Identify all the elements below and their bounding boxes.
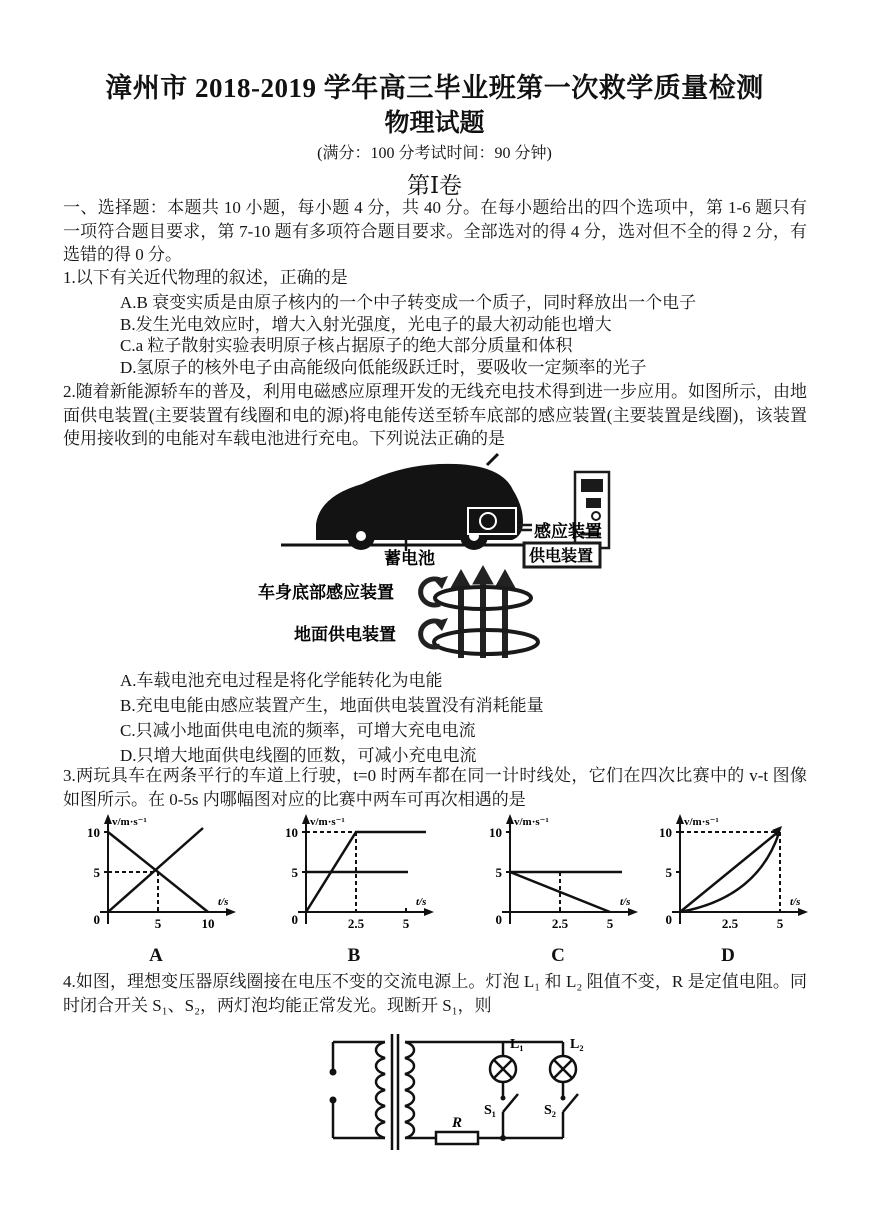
lamp1-label: L₁ xyxy=(510,1037,524,1052)
graph-b-letter: B xyxy=(347,945,361,966)
graph-d-letter: D xyxy=(721,945,735,966)
graph-d-ylabel: v/m·s⁻¹ xyxy=(684,816,719,828)
question-4-stem: 4.如图，理想变压器原线圈接在电压不变的交流电源上。灯泡 L₁ 和 L₂ 阻值不变，R 是定值电阻。同时闭合开关 S₁、S₂，两灯泡均能正常发光。现断开 S₁，则 xyxy=(63,972,807,1015)
graph-a-xtick-5: 5 xyxy=(154,916,162,931)
q1-option-a: A.B 衰变实质是由原子核内的一个中子转变成一个质子，同时释放出一个电子 xyxy=(120,293,697,312)
graph-c-letter: C xyxy=(551,945,565,966)
resistor-label: R xyxy=(452,1115,463,1131)
graph-c-ytick-5: 5 xyxy=(495,865,502,880)
graph-d-xtick-5: 5 xyxy=(776,916,784,931)
q2-option-c: C.只减小地面供电电流的频率，可增大充电电流 xyxy=(120,721,476,740)
graph-c xyxy=(472,812,644,967)
q2-option-b: B.充电电能由感应装置产生，地面供电装置没有消耗能量 xyxy=(120,696,544,715)
graph-a-xlabel: t/s xyxy=(218,896,229,908)
graph-a-letter: A xyxy=(149,945,163,966)
source-terminal-top xyxy=(330,1069,337,1076)
flux-arrows-icon xyxy=(451,566,515,658)
exam-meta: (满分：100 分考试时间：90 分钟) xyxy=(317,145,552,162)
switch2-label: S₂ xyxy=(544,1103,556,1118)
lamp2-label: L₂ xyxy=(570,1037,584,1052)
s1-contact-dot xyxy=(501,1096,506,1101)
front-wheel-hub xyxy=(356,531,366,541)
question-1-stem: 1.以下有关近代物理的叙述，正确的是 xyxy=(63,268,348,287)
section-heading: 第Ⅰ卷 xyxy=(406,173,463,198)
graph-a-ylabel: v/m·s⁻¹ xyxy=(112,816,147,828)
graph-b-ylabel: v/m·s⁻¹ xyxy=(310,816,345,828)
graph-d-xtick-25: 2.5 xyxy=(721,916,739,931)
primary-circuit xyxy=(333,1042,385,1138)
graph-d-origin: 0 xyxy=(665,912,672,927)
q1-option-d: D.氢原子的核外电子由高能级向低能级跃迁时，要吸收一定频率的光子 xyxy=(120,357,647,377)
graph-d-ytick-10: 10 xyxy=(659,825,672,840)
graph-a-xtick-10: 10 xyxy=(201,916,215,931)
graph-c-xtick-25: 2.5 xyxy=(551,916,569,931)
q2-option-d: D.只增大地面供电线圈的匝数，可减小充电电流 xyxy=(120,746,477,765)
question-2-stem: 2.随着新能源轿车的普及，利用电磁感应原理开发的无线充电技术得到进一步应用。如图所示，由地面供电装置(主要装置有线圈和电的源)将电能传送至轿车底部的感应装置(主要装置是线圈)，该装置使用接收到的电能对车载电池进行充电。下列说法正确的是 xyxy=(63,382,807,448)
graph-b-xtick-5: 5 xyxy=(402,916,410,931)
ground-supply-label: 地面供电装置 xyxy=(294,625,396,644)
graph-b-xlabel: t/s xyxy=(416,896,427,908)
page-subtitle: 物理试题 xyxy=(384,110,485,137)
car-bottom-induction-label: 车身底部感应装置 xyxy=(258,583,394,602)
car-induction-unit-window xyxy=(480,513,496,529)
graph-d-ytick-5: 5 xyxy=(665,865,672,880)
wireless-charging-figure xyxy=(256,452,656,668)
graph-c-ylabel: v/m·s⁻¹ xyxy=(514,816,549,828)
q1-option-c: C.a 粒子散射实验表明原子核占据原子的绝大部分质量和体积 xyxy=(120,336,573,355)
question-2-options xyxy=(120,668,810,768)
graph-c-xlabel: t/s xyxy=(620,896,631,908)
junction-dot xyxy=(500,1135,506,1141)
section-instructions: 一、选择题：本题共 10 小题，每小题 4 分，共 40 分。在每小题给出的四个选项中，第 1-6 题只有一项符合题目要求，第 7-10 题有多项符合题目要求。全部选对的得 4 分，选对但不全的得 2 分，有选错的得 0 分。 xyxy=(63,198,807,264)
question-3-stem: 3.两玩具车在两条平行的车道上行驶，t=0 时两车都在同一计时线处，它们在四次比赛中的 v-t 图像如图所示。在 0-5s 内哪幅图对应的比赛中两车可再次相遇的是 xyxy=(63,766,807,809)
graph-a-origin: 0 xyxy=(93,912,100,927)
car-antenna xyxy=(487,454,498,465)
induction-device-label: 感应装置 xyxy=(534,522,602,541)
graph-b xyxy=(268,812,440,967)
graph-a xyxy=(70,812,242,967)
resistor-symbol xyxy=(436,1132,478,1144)
battery-label: 蓄电池 xyxy=(384,549,435,568)
graph-a-ytick-10: 10 xyxy=(87,825,100,840)
question-1-options xyxy=(120,292,810,378)
graph-c-ytick-10: 10 xyxy=(489,825,502,840)
supply-device-label: 供电装置 xyxy=(529,548,594,565)
q2-option-a: A.车载电池充电过程是将化学能转化为电能 xyxy=(120,671,443,690)
q1-option-b: B.发生光电效应时，增大入射光强度，光电子的最大初动能也增大 xyxy=(120,314,612,334)
switch1-label: S₁ xyxy=(484,1103,496,1118)
graph-a-ytick-5: 5 xyxy=(93,865,100,880)
page-title: 漳州市 2018-2019 学年高三毕业班第一次救学质量检测 xyxy=(105,73,764,103)
source-terminal-bottom xyxy=(330,1097,337,1104)
graph-b-xtick-25: 2.5 xyxy=(347,916,365,931)
graph-d xyxy=(642,812,814,967)
graph-b-origin: 0 xyxy=(291,912,298,927)
graph-c-origin: 0 xyxy=(495,912,502,927)
graph-c-xtick-5: 5 xyxy=(606,916,614,931)
graph-d-xlabel: t/s xyxy=(790,896,801,908)
transformer-circuit-figure xyxy=(328,1032,608,1154)
secondary-circuit xyxy=(405,1042,578,1138)
graph-b-ytick-5: 5 xyxy=(291,865,298,880)
s2-contact-dot xyxy=(561,1096,566,1101)
graph-b-ytick-10: 10 xyxy=(285,825,298,840)
